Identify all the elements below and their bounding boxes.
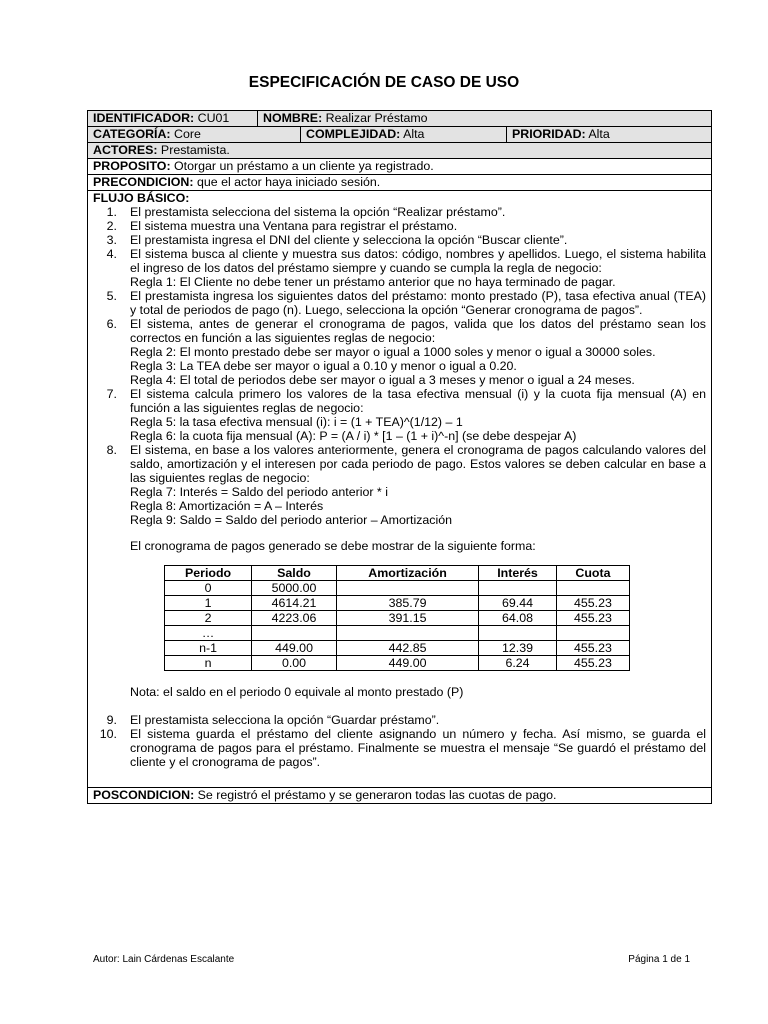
business-rule: Regla 8: Amortización = A – Interés	[130, 499, 324, 513]
step-text: El sistema calcula primero los valores de la tasa efectiva mensual (i) y la cuota fija mensual (A) en función a las siguientes reglas de negocio:	[130, 387, 707, 415]
table-cell: 5000.00	[252, 581, 337, 596]
cronograma-header-row	[165, 566, 630, 581]
business-rule: Regla 2: El monto prestado debe ser mayor o igual a 1000 soles y menor o igual a 30000 soles.	[130, 345, 656, 359]
table-row	[165, 596, 630, 611]
table-cell: 4614.21	[252, 596, 337, 611]
proposito-row	[88, 159, 712, 175]
business-rule: Regla 4: El total de periodos debe ser mayor o igual a 3 meses y menor o igual a 24 meses.	[130, 373, 635, 387]
cronograma-column-header: Interés	[479, 566, 557, 581]
step-number: 5.	[106, 289, 117, 303]
complejidad-cell	[301, 127, 507, 143]
table-cell: n	[165, 656, 252, 671]
proposito-label: PROPOSITO:	[93, 159, 171, 173]
business-rule: Regla 5: la tasa efectiva mensual (i): i = (1 + TEA)^(1/12) – 1	[130, 415, 463, 429]
table-cell	[556, 626, 629, 641]
step-text: El sistema busca al cliente y muestra sus datos: código, nombres y apellidos. Luego, el sistema habilita el ingreso de los datos del préstamo siempre y cuando se cumpla la regla de negocio:	[130, 247, 707, 275]
categoria-value: Core	[170, 127, 201, 141]
flow-step	[93, 289, 706, 317]
table-cell: 385.79	[336, 596, 478, 611]
categoria-cell	[88, 127, 301, 143]
table-cell: n-1	[165, 641, 252, 656]
nombre-value: Realizar Préstamo	[322, 111, 428, 125]
precondicion-label: PRECONDICION:	[93, 175, 194, 189]
flow-steps-end	[93, 713, 706, 769]
flow-step	[93, 713, 706, 727]
step-text: El prestamista ingresa los siguientes datos del préstamo: monto prestado (P), tasa efectiva anual (TEA) y total de periodos de pago (n). Luego, selecciona la opción “Generar cronograma de pagos”.	[130, 289, 707, 317]
flow-step	[93, 233, 706, 247]
complejidad-label: COMPLEJIDAD:	[306, 127, 401, 141]
use-case-table	[87, 110, 712, 804]
table-row	[165, 611, 630, 626]
cronograma-intro: El cronograma de pagos generado se debe mostrar de la siguiente forma:	[130, 539, 536, 553]
table-cell	[556, 581, 629, 596]
table-cell: 12.39	[479, 641, 557, 656]
step-number: 4.	[106, 247, 117, 261]
table-cell	[252, 626, 337, 641]
table-cell: 6.24	[479, 656, 557, 671]
table-cell	[479, 626, 557, 641]
proposito-cell	[88, 159, 712, 175]
flow-step	[93, 443, 706, 527]
step-text: El sistema muestra una Ventana para registrar el préstamo.	[130, 219, 458, 233]
table-cell: 4223.06	[252, 611, 337, 626]
footer-author: Autor: Lain Cárdenas Escalante	[93, 954, 235, 965]
table-cell: 449.00	[336, 656, 478, 671]
flow-step	[93, 247, 706, 289]
header-row-1	[88, 111, 712, 127]
cronograma-table	[164, 565, 630, 671]
table-row	[165, 581, 630, 596]
step-number: 10.	[99, 727, 117, 741]
table-cell: 1	[165, 596, 252, 611]
flow-step	[93, 317, 706, 387]
table-cell: 0	[165, 581, 252, 596]
table-cell	[336, 626, 478, 641]
header-row-2	[88, 127, 712, 143]
table-cell: 0.00	[252, 656, 337, 671]
step-number: 3.	[106, 233, 117, 247]
table-cell: 391.15	[336, 611, 478, 626]
actores-row	[88, 143, 712, 159]
table-cell: 455.23	[556, 656, 629, 671]
flow-step	[93, 387, 706, 443]
step-text: El prestamista selecciona del sistema la opción “Realizar préstamo”.	[130, 205, 506, 219]
table-cell: 449.00	[252, 641, 337, 656]
step-number: 7.	[106, 387, 117, 401]
page-title: ESPECIFICACIÓN DE CASO DE USO	[248, 74, 520, 91]
table-cell: …	[165, 626, 252, 641]
step-text: El prestamista ingresa el DNI del cliente y selecciona la opción “Buscar cliente”.	[130, 233, 568, 247]
precondicion-value: que el actor haya iniciado sesión.	[193, 175, 381, 189]
cronograma-column-header: Periodo	[165, 566, 252, 581]
step-number: 1.	[106, 205, 117, 219]
nombre-label: NOMBRE:	[263, 111, 323, 125]
flow-steps	[93, 205, 706, 527]
footer-page-number: Página 1 de 1	[628, 954, 690, 965]
table-cell	[336, 581, 478, 596]
identificador-label: IDENTIFICADOR:	[93, 111, 195, 125]
flow-step	[93, 219, 706, 233]
table-cell: 69.44	[479, 596, 557, 611]
table-cell: 64.08	[479, 611, 557, 626]
flujo-row	[88, 191, 712, 788]
step-number: 8.	[106, 443, 117, 457]
identificador-value: CU01	[194, 111, 230, 125]
step-text: El sistema, antes de generar el cronograma de pagos, valida que los datos del préstamo sean los correctos en función a las siguientes reglas de negocio:	[130, 317, 707, 345]
table-cell: 455.23	[556, 641, 629, 656]
business-rule: Regla 9: Saldo = Saldo del periodo anterior – Amortización	[130, 513, 453, 527]
prioridad-cell	[507, 127, 712, 143]
step-number: 9.	[106, 713, 117, 727]
actores-cell	[88, 143, 712, 159]
poscondicion-label: POSCONDICION:	[93, 788, 195, 802]
nombre-cell	[258, 111, 712, 127]
table-cell	[479, 581, 557, 596]
actores-label: ACTORES:	[93, 143, 158, 157]
precondicion-row	[88, 175, 712, 191]
poscondicion-value: Se registró el préstamo y se generaron todas las cuotas de pago.	[194, 788, 557, 802]
actores-value: Prestamista.	[157, 143, 230, 157]
table-row	[165, 626, 630, 641]
flujo-label: FLUJO BÁSICO:	[93, 191, 190, 205]
poscondicion-cell	[88, 788, 712, 804]
table-row	[165, 641, 630, 656]
complejidad-value: Alta	[400, 127, 425, 141]
business-rule: Regla 6: la cuota fija mensual (A): P = (A / i) * [1 – (1 + i)^-n] (se debe despejar A)	[130, 429, 577, 443]
table-cell: 2	[165, 611, 252, 626]
proposito-value: Otorgar un préstamo a un cliente ya registrado.	[170, 159, 434, 173]
prioridad-value: Alta	[585, 127, 610, 141]
step-text: El sistema, en base a los valores anteriormente, genera el cronograma de pagos calculando valores del saldo, amortización y el interesen por cada periodo de pago. Estos valores se deben calcular en base a las siguientes reglas de negocio:	[130, 443, 707, 485]
flow-step	[93, 205, 706, 219]
prioridad-label: PRIORIDAD:	[512, 127, 586, 141]
business-rule: Regla 3: La TEA debe ser mayor o igual a 0.10 y menor o igual a 0.20.	[130, 359, 517, 373]
precondicion-cell	[88, 175, 712, 191]
identificador-cell	[88, 111, 258, 127]
step-number: 2.	[106, 219, 117, 233]
business-rule: Regla 7: Interés = Saldo del periodo anterior * i	[130, 485, 388, 499]
page-footer	[93, 954, 690, 965]
categoria-label: CATEGORÍA:	[93, 127, 171, 141]
flujo-cell	[88, 191, 712, 788]
nota: Nota: el saldo en el periodo 0 equivale al monto prestado (P)	[130, 685, 464, 699]
table-cell: 455.23	[556, 611, 629, 626]
flow-step	[93, 727, 706, 769]
step-text: El sistema guarda el préstamo del cliente asignando un número y fecha. Así mismo, se guarda el cronograma de pagos para el préstamo. Finalmente se muestra el mensaje “Se guardó el préstamo del cliente y el cronograma de pagos”.	[130, 727, 707, 769]
cronograma-column-header: Saldo	[252, 566, 337, 581]
table-cell: 442.85	[336, 641, 478, 656]
business-rule: Regla 1: El Cliente no debe tener un préstamo anterior que no haya terminado de pagar.	[130, 275, 616, 289]
poscondicion-row	[88, 788, 712, 804]
table-cell: 455.23	[556, 596, 629, 611]
step-number: 6.	[106, 317, 117, 331]
cronograma-column-header: Cuota	[556, 566, 629, 581]
table-row	[165, 656, 630, 671]
cronograma-column-header: Amortización	[336, 566, 478, 581]
step-text: El prestamista selecciona la opción “Guardar préstamo”.	[130, 713, 440, 727]
